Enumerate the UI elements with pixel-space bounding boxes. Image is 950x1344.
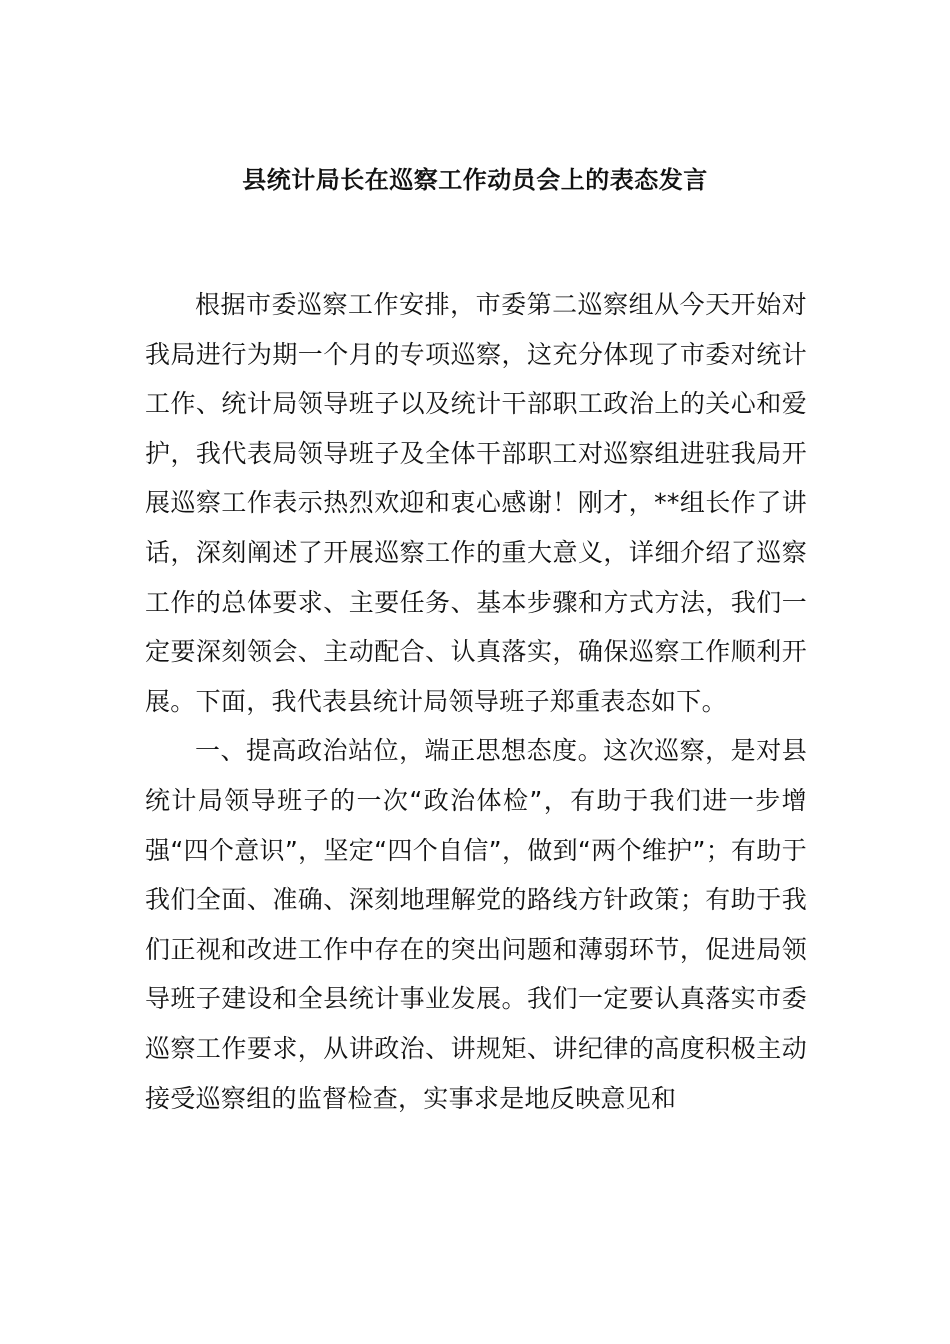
paragraph-section-one: 一、提高政治站位，端正思想态度。这次巡察，是对县统计局领导班子的一次“政治体检”，有助于我们进一步增强“四个意识”，坚定“四个自信”，做到“两个维护”；有助于我们全面、准确、深刻地理解党的路线方针政策；有助于我们正视和改进工作中存在的突出问题和薄弱环节，促进局领导班子建设和全县统计事业发展。我们一定要认真落实市委巡察工作要求，从讲政治、讲规矩、讲纪律的高度积极主动接受巡察组的监督检查，实事求是地反映意见和: [145, 736, 807, 1113]
document-body: [145, 280, 807, 1123]
paragraph-intro: 根据市委巡察工作安排，市委第二巡察组从今天开始对我局进行为期一个月的专项巡察，这充分体现了市委对统计工作、统计局领导班子以及统计干部职工政治上的关心和爱护，我代表局领导班子及全体干部职工对巡察组进驻我局开展巡察工作表示热烈欢迎和衷心感谢！刚才，**组长作了讲话，深刻阐述了开展巡察工作的重大意义，详细介绍了巡察工作的总体要求、主要任务、基本步骤和方式方法，我们一定要深刻领会、主动配合、认真落实，确保巡察工作顺利开展。下面，我代表县统计局领导班子郑重表态如下。: [145, 290, 807, 716]
document-title: 县统计局长在巡察工作动员会上的表态发言: [242, 166, 708, 194]
